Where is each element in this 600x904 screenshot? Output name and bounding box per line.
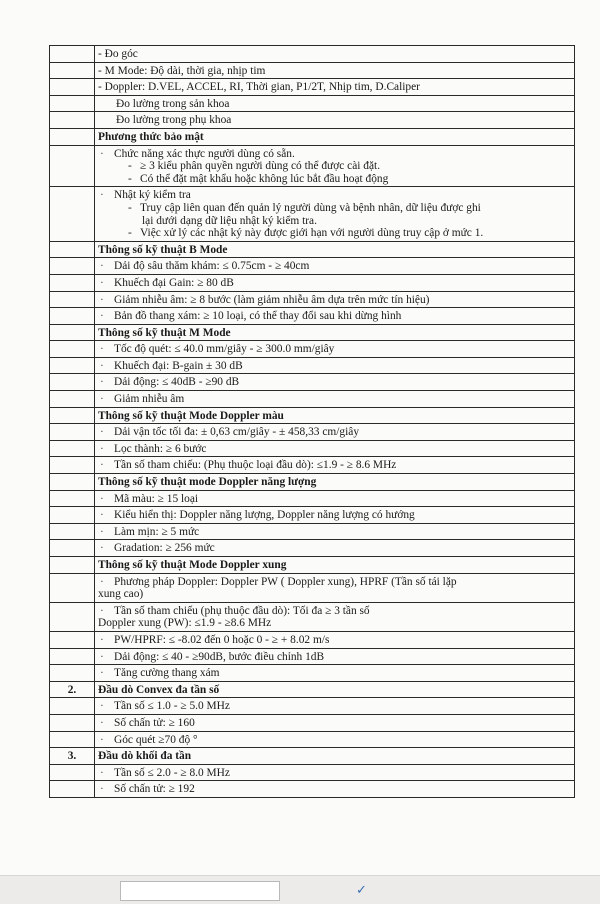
spec-line xyxy=(98,617,571,630)
spec-text: Đo lường trong phụ khoa xyxy=(116,114,232,127)
spec-row xyxy=(50,781,575,798)
spec-content-cell xyxy=(95,631,575,648)
item-number-cell xyxy=(50,95,95,112)
spec-content-cell xyxy=(95,374,575,391)
dash-marker: - xyxy=(128,160,132,173)
spec-line xyxy=(98,227,571,240)
item-number-cell xyxy=(50,457,95,474)
spec-line xyxy=(98,542,571,555)
spec-content-cell xyxy=(95,602,575,631)
spec-line xyxy=(98,360,571,373)
spec-content-cell xyxy=(95,764,575,781)
spec-text: Tần số ≤ 2.0 - ≥ 8.0 MHz xyxy=(114,766,230,779)
spec-row xyxy=(50,440,575,457)
bullet-marker: · xyxy=(100,376,104,389)
item-number-cell xyxy=(50,698,95,715)
bullet-marker: · xyxy=(100,343,104,356)
spec-text: Tần số tham chiếu: (Phụ thuộc loại đầu dò): ≤1.9 - ≥ 8.6 MHz xyxy=(114,459,397,472)
spec-content-cell xyxy=(95,440,575,457)
spec-content-cell xyxy=(95,681,575,698)
spec-line xyxy=(98,651,571,664)
spec-content-cell xyxy=(95,258,575,275)
bullet-marker: · xyxy=(100,633,104,646)
spec-line xyxy=(98,98,571,111)
spec-text: ≥ 3 kiểu phân quyền người dùng có thể được cài đặt. xyxy=(140,160,381,173)
item-number-cell xyxy=(50,540,95,557)
spec-line xyxy=(98,310,571,323)
spec-content-cell xyxy=(95,308,575,325)
item-number-cell xyxy=(50,602,95,631)
spec-text: Tăng cường thang xám xyxy=(114,667,220,680)
spec-content-cell xyxy=(95,291,575,308)
spec-row xyxy=(50,507,575,524)
bullet-marker: · xyxy=(100,766,104,779)
spec-text: Dải vận tốc tối đa: ± 0,63 cm/giây - ± 458,33 cm/giây xyxy=(114,426,360,439)
section-heading-row xyxy=(50,681,575,698)
spec-content-cell xyxy=(95,748,575,765)
spec-row xyxy=(50,648,575,665)
spec-text: Chức năng xác thực người dùng có sẵn. xyxy=(114,147,295,160)
bullet-marker: · xyxy=(100,426,104,439)
spec-line xyxy=(98,343,571,356)
spec-text: - Đo góc xyxy=(98,48,138,60)
item-number-cell xyxy=(50,557,95,574)
spec-line xyxy=(98,148,571,161)
spec-text: Có thể đặt mật khẩu hoặc không lúc bắt đầu hoạt động xyxy=(140,172,389,185)
spec-row xyxy=(50,540,575,557)
spec-content-cell xyxy=(95,665,575,682)
bullet-marker: · xyxy=(100,716,104,729)
dash-marker: - xyxy=(128,227,132,240)
spec-text: Việc xử lý các nhật ký này được giới hạn với người dùng truy cập ở mức 1. xyxy=(140,227,484,240)
specification-table-body xyxy=(50,46,575,798)
spec-line xyxy=(98,509,571,522)
spec-content-cell xyxy=(95,357,575,374)
spec-content-cell xyxy=(95,698,575,715)
spec-text: Thông số kỹ thuật M Mode xyxy=(98,326,231,339)
spec-line xyxy=(98,734,571,747)
spec-row xyxy=(50,374,575,391)
spec-text: Phương thức bảo mật xyxy=(98,130,204,143)
item-number-cell xyxy=(50,781,95,798)
spec-row xyxy=(50,523,575,540)
spec-line xyxy=(98,493,571,506)
spec-line xyxy=(98,750,571,763)
spec-text: Mã màu: ≥ 15 loại xyxy=(114,492,199,505)
spec-content-cell xyxy=(95,507,575,524)
spec-content-cell xyxy=(95,540,575,557)
spec-row xyxy=(50,573,575,602)
bullet-marker: · xyxy=(100,492,104,505)
spec-text: Số chấn tử: ≥ 160 xyxy=(114,716,195,729)
spec-row xyxy=(50,308,575,325)
spec-content-cell xyxy=(95,714,575,731)
bullet-marker: · xyxy=(100,542,104,555)
spec-text: Lọc thành: ≥ 6 bước xyxy=(114,442,207,455)
spec-content-cell xyxy=(95,781,575,798)
spec-text: - M Mode: Độ dài, thời gia, nhịp tim xyxy=(98,64,266,77)
spec-text: Dải động: ≤ 40 - ≥90dB, bước điều chỉnh 1dB xyxy=(114,650,325,663)
item-number-cell xyxy=(50,440,95,457)
item-number-cell xyxy=(50,731,95,748)
bullet-marker: · xyxy=(100,650,104,663)
bullet-marker: · xyxy=(100,700,104,713)
spec-content-cell xyxy=(95,391,575,408)
spec-content-cell xyxy=(95,274,575,291)
item-number-cell: 2. xyxy=(50,681,95,698)
spec-row xyxy=(50,95,575,112)
spec-line xyxy=(98,327,571,340)
spec-content-cell xyxy=(95,731,575,748)
item-number-cell: 3. xyxy=(50,748,95,765)
spec-text: Phương pháp Doppler: Doppler PW ( Doppler xung), HPRF (Tần số tái lặp xyxy=(114,575,457,588)
bullet-marker: · xyxy=(100,525,104,538)
spec-row xyxy=(50,258,575,275)
spec-text: Dải độ sâu thăm khám: ≤ 0.75cm - ≥ 40cm xyxy=(114,260,310,273)
spec-content-cell xyxy=(95,324,575,341)
item-number-cell xyxy=(50,573,95,602)
spec-line xyxy=(98,767,571,780)
item-number-cell xyxy=(50,187,95,241)
spec-content-cell xyxy=(95,457,575,474)
bullet-marker: · xyxy=(100,509,104,522)
spec-line xyxy=(98,244,571,257)
spec-row xyxy=(50,490,575,507)
item-number-cell xyxy=(50,308,95,325)
spec-row xyxy=(50,665,575,682)
spec-text: Số chấn tử: ≥ 192 xyxy=(114,783,195,796)
spec-line xyxy=(98,576,571,589)
bullet-marker: · xyxy=(100,733,104,746)
specification-table xyxy=(49,45,575,798)
spec-content-cell xyxy=(95,424,575,441)
item-number-cell xyxy=(50,145,95,187)
section-heading-row xyxy=(50,128,575,145)
spec-content-cell xyxy=(95,648,575,665)
spec-text: Bản đồ thang xám: ≥ 10 loại, có thể thay đổi sau khi dừng hình xyxy=(114,310,402,323)
spec-row xyxy=(50,391,575,408)
spec-text: Thông số kỹ thuật B Mode xyxy=(98,243,228,256)
bullet-marker: · xyxy=(100,442,104,455)
spec-content-cell xyxy=(95,112,575,129)
spec-row xyxy=(50,62,575,79)
spec-text: Khuếch đại Gain: ≥ 80 dB xyxy=(114,276,234,289)
spec-row xyxy=(50,631,575,648)
item-number-cell xyxy=(50,46,95,63)
item-number-cell xyxy=(50,79,95,96)
spec-content-cell xyxy=(95,187,575,241)
spec-content-cell xyxy=(95,474,575,491)
item-number-cell xyxy=(50,665,95,682)
dash-marker: - xyxy=(128,201,132,214)
spec-text: Đầu dò khối đa tần xyxy=(98,750,192,763)
spec-text: Thông số kỹ thuật Mode Doppler xung xyxy=(98,559,287,571)
item-number-cell xyxy=(50,714,95,731)
item-number-cell xyxy=(50,291,95,308)
spec-content-cell xyxy=(95,128,575,145)
item-number-cell xyxy=(50,62,95,79)
spec-line xyxy=(98,605,571,618)
spec-row xyxy=(50,424,575,441)
spec-row xyxy=(50,187,575,241)
spec-line xyxy=(98,114,571,127)
item-number-cell xyxy=(50,648,95,665)
spec-line xyxy=(98,783,571,796)
spec-text: Doppler xung (PW): ≤1.9 - ≥8.6 MHz xyxy=(98,617,272,630)
section-heading-row xyxy=(50,748,575,765)
section-heading-row xyxy=(50,324,575,341)
item-number-cell xyxy=(50,324,95,341)
spec-row xyxy=(50,731,575,748)
bullet-marker: · xyxy=(100,667,104,680)
spec-line xyxy=(98,277,571,290)
item-number-cell xyxy=(50,274,95,291)
spec-text: Đo lường trong sản khoa xyxy=(116,97,230,110)
spec-text: - Doppler: D.VEL, ACCEL, RI, Thời gian, P1/2T, Nhịp tim, D.Caliper xyxy=(98,81,420,94)
spec-line xyxy=(98,526,571,539)
item-number-cell xyxy=(50,474,95,491)
spec-line xyxy=(98,173,571,186)
bullet-marker: · xyxy=(100,575,104,588)
item-number-cell xyxy=(50,241,95,258)
section-heading-row xyxy=(50,407,575,424)
spec-text: Tần số ≤ 1.0 - ≥ 5.0 MHz xyxy=(114,700,230,713)
item-number-cell xyxy=(50,112,95,129)
spec-line xyxy=(98,48,571,61)
spec-content-cell xyxy=(95,79,575,96)
spec-row xyxy=(50,764,575,781)
spec-text: Thông số kỹ thuật mode Doppler năng lượng xyxy=(98,476,317,489)
bullet-marker: · xyxy=(100,604,104,617)
bullet-marker: · xyxy=(100,783,104,796)
bullet-marker: · xyxy=(100,310,104,323)
spec-content-cell xyxy=(95,62,575,79)
spec-content-cell xyxy=(95,557,575,574)
spec-text: Làm mịn: ≥ 5 mức xyxy=(114,525,200,538)
item-number-cell xyxy=(50,128,95,145)
section-heading-row xyxy=(50,474,575,491)
spec-content-cell xyxy=(95,145,575,187)
spec-text: xung cao) xyxy=(98,588,144,601)
spec-content-cell xyxy=(95,341,575,358)
spec-line xyxy=(98,559,571,572)
item-number-cell xyxy=(50,507,95,524)
spec-content-cell xyxy=(95,490,575,507)
spec-text: Giảm nhiễu âm: ≥ 8 bước (làm giảm nhiễu âm dựa trên mức tín hiệu) xyxy=(114,293,430,306)
spec-line xyxy=(98,160,571,173)
spec-row xyxy=(50,602,575,631)
spec-row xyxy=(50,46,575,63)
item-number-cell xyxy=(50,490,95,507)
bullet-marker: · xyxy=(100,393,104,406)
item-number-cell xyxy=(50,341,95,358)
spec-line xyxy=(98,260,571,273)
viewer-toolbar xyxy=(0,875,600,904)
spec-text: lại dưới dạng dữ liệu nhật ký kiểm tra. xyxy=(142,214,317,227)
dash-marker: - xyxy=(128,172,132,185)
spec-content-cell xyxy=(95,95,575,112)
spec-text: Dải động: ≤ 40dB - ≥90 dB xyxy=(114,376,240,389)
spec-line xyxy=(98,294,571,307)
spec-row xyxy=(50,145,575,187)
spec-content-cell xyxy=(95,407,575,424)
spec-text: Kiểu hiển thị: Doppler năng lượng, Doppler năng lượng có hướng xyxy=(114,509,415,522)
bullet-marker: · xyxy=(100,293,104,306)
spec-text: Đầu dò Convex đa tần số xyxy=(98,683,220,696)
spec-text: Nhật ký kiểm tra xyxy=(114,189,191,202)
check-icon[interactable]: ✓ xyxy=(356,882,367,897)
spec-line xyxy=(98,459,571,472)
spec-text: Tần số tham chiếu (phụ thuộc đầu dò): Tối đa ≥ 3 tần số xyxy=(114,604,370,617)
spec-text: Truy cập liên quan đến quản lý người dùng và bệnh nhân, dữ liệu được ghi xyxy=(140,201,481,214)
toolbar-input-box[interactable] xyxy=(120,881,280,901)
item-number-cell xyxy=(50,764,95,781)
spec-row xyxy=(50,79,575,96)
bullet-marker: · xyxy=(100,147,104,160)
spec-text: Tốc độ quét: ≤ 40.0 mm/giây - ≥ 300.0 mm/giây xyxy=(114,343,335,356)
spec-line xyxy=(98,376,571,389)
spec-line xyxy=(98,189,571,202)
bullet-marker: · xyxy=(100,276,104,289)
spec-text: Khuếch đại: B-gain ± 30 dB xyxy=(114,359,243,372)
spec-content-cell xyxy=(95,523,575,540)
spec-line xyxy=(98,684,571,697)
spec-text: PW/HPRF: ≤ -8.02 đến 0 hoặc 0 - ≥ + 8.02 m/s xyxy=(114,633,330,646)
bullet-marker: · xyxy=(100,459,104,472)
spec-text: Góc quét ≥70 độ ° xyxy=(114,733,198,746)
item-number-cell xyxy=(50,523,95,540)
spec-row xyxy=(50,112,575,129)
spec-content-cell xyxy=(95,46,575,63)
spec-line xyxy=(98,700,571,713)
spec-text: Thông số kỹ thuật Mode Doppler màu xyxy=(98,409,284,422)
spec-line xyxy=(98,65,571,78)
spec-line xyxy=(98,443,571,456)
item-number-cell xyxy=(50,424,95,441)
spec-line xyxy=(98,634,571,647)
item-number-cell xyxy=(50,631,95,648)
item-number-cell xyxy=(50,258,95,275)
spec-content-cell xyxy=(95,241,575,258)
spec-line xyxy=(98,476,571,489)
spec-row xyxy=(50,291,575,308)
spec-line xyxy=(98,426,571,439)
item-number-cell xyxy=(50,374,95,391)
spec-line xyxy=(98,393,571,406)
spec-line xyxy=(98,717,571,730)
spec-line xyxy=(98,131,571,144)
spec-text: Giảm nhiễu âm xyxy=(114,393,185,406)
item-number-cell xyxy=(50,391,95,408)
spec-row xyxy=(50,698,575,715)
spec-content-cell xyxy=(95,573,575,602)
bullet-marker: · xyxy=(100,260,104,273)
spec-row xyxy=(50,357,575,374)
spec-line xyxy=(98,81,571,94)
spec-line xyxy=(98,410,571,423)
bullet-marker: · xyxy=(100,359,104,372)
section-heading-row xyxy=(50,241,575,258)
item-number-cell xyxy=(50,407,95,424)
spec-text: Gradation: ≥ 256 mức xyxy=(114,542,215,555)
spec-row xyxy=(50,274,575,291)
spec-line xyxy=(98,588,571,601)
spec-row xyxy=(50,457,575,474)
item-number-cell xyxy=(50,357,95,374)
spec-row xyxy=(50,714,575,731)
spec-line xyxy=(98,202,571,215)
spec-line xyxy=(98,667,571,680)
section-heading-row xyxy=(50,557,575,574)
bullet-marker: · xyxy=(100,189,104,202)
spec-row xyxy=(50,341,575,358)
spec-line xyxy=(98,215,571,228)
